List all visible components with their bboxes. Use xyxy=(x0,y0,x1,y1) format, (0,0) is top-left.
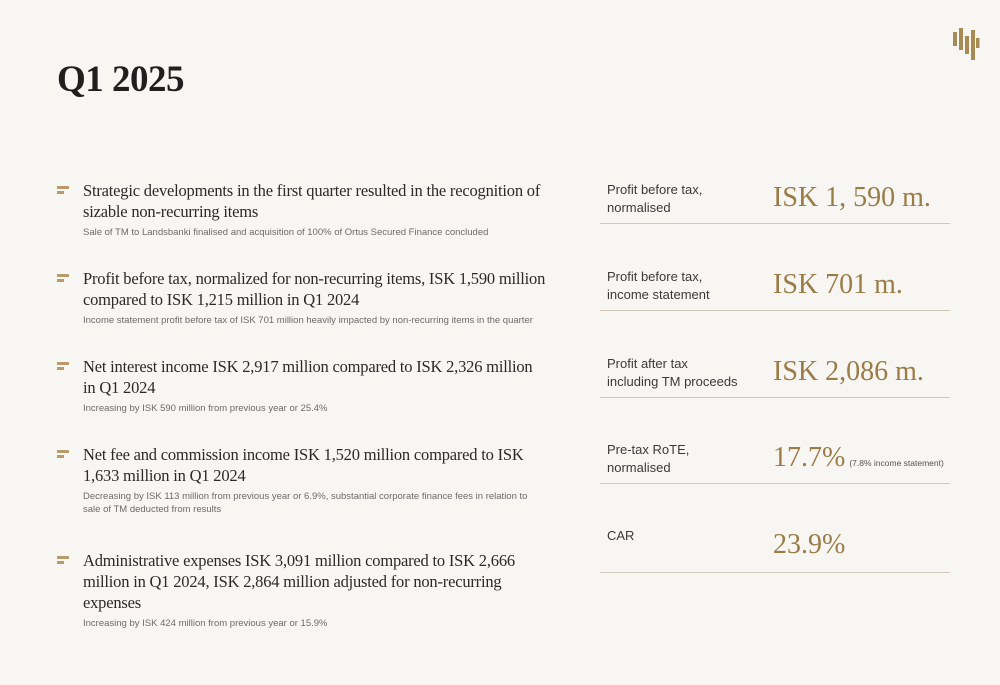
page-title: Q1 2025 xyxy=(57,59,185,100)
highlight-headline: Net fee and commission income ISK 1,520 million compared to ISK 1,633 million in Q1 2024 xyxy=(83,445,524,485)
bullet-icon xyxy=(57,556,69,564)
highlight-item xyxy=(57,268,547,327)
kpi-pre-tax-rote xyxy=(600,431,950,484)
kpi-profit-before-tax-normalised xyxy=(600,170,950,224)
kpi-value-text: ISK 1, 590 m. xyxy=(773,182,931,213)
kpi-label: Pre-tax RoTE, normalised xyxy=(607,442,690,475)
kpi-value xyxy=(773,182,931,214)
bullet-icon xyxy=(57,274,69,282)
kpi-label: Profit before tax, normalised xyxy=(607,182,703,215)
kpi-label: Profit before tax, income statement xyxy=(607,269,710,302)
highlight-headline: Net interest income ISK 2,917 million compared to ISK 2,326 million in Q1 2024 xyxy=(83,357,533,397)
bullet-icon xyxy=(57,450,69,458)
highlight-detail: Income statement profit before tax of ISK 701 million heavily impacted by non-recurring items in the quarter xyxy=(83,315,533,326)
kpi-profit-before-tax-income-statement xyxy=(600,257,950,311)
highlight-detail: Decreasing by ISK 113 million from previous year or 6.9%, substantial corporate finance fees in relation to sale of TM deducted from results xyxy=(83,491,528,515)
kpi-value xyxy=(773,269,903,301)
highlight-headline: Administrative expenses ISK 3,091 million compared to ISK 2,666 million in Q1 2024, ISK 2,864 million adjusted for non-recurring expenses xyxy=(83,551,515,612)
highlight-detail: Sale of TM to Landsbanki finalised and acquisition of 100% of Ortus Secured Finance concluded xyxy=(83,227,489,238)
kpi-note: (7.8% income statement) xyxy=(849,458,944,468)
highlight-headline: Profit before tax, normalized for non-recurring items, ISK 1,590 million compared to ISK 1,215 million in Q1 2024 xyxy=(83,269,546,309)
kpi-car xyxy=(600,517,950,573)
highlight-item xyxy=(57,356,547,415)
highlight-detail: Increasing by ISK 590 million from previous year or 25.4% xyxy=(83,403,328,414)
kpi-value-text: ISK 2,086 m. xyxy=(773,356,924,387)
kpi-value-text: 17.7% xyxy=(773,442,846,473)
bullet-icon xyxy=(57,186,69,194)
kpi-value xyxy=(773,356,924,388)
kpi-value xyxy=(773,442,944,474)
highlight-item xyxy=(57,444,547,516)
highlight-item xyxy=(57,550,547,630)
kpi-value-text: ISK 701 m. xyxy=(773,269,903,300)
company-logo-icon xyxy=(952,26,980,62)
highlight-item xyxy=(57,180,547,239)
kpi-profit-after-tax xyxy=(600,344,950,398)
kpi-label: CAR xyxy=(607,528,635,543)
highlight-detail: Increasing by ISK 424 million from previous year or 15.9% xyxy=(83,618,328,629)
highlight-headline: Strategic developments in the first quarter resulted in the recognition of sizable non-recurring items xyxy=(83,181,541,221)
kpi-label: Profit after tax including TM proceeds xyxy=(607,356,738,389)
bullet-icon xyxy=(57,362,69,370)
kpi-value xyxy=(773,529,845,561)
kpi-value-text: 23.9% xyxy=(773,529,846,560)
